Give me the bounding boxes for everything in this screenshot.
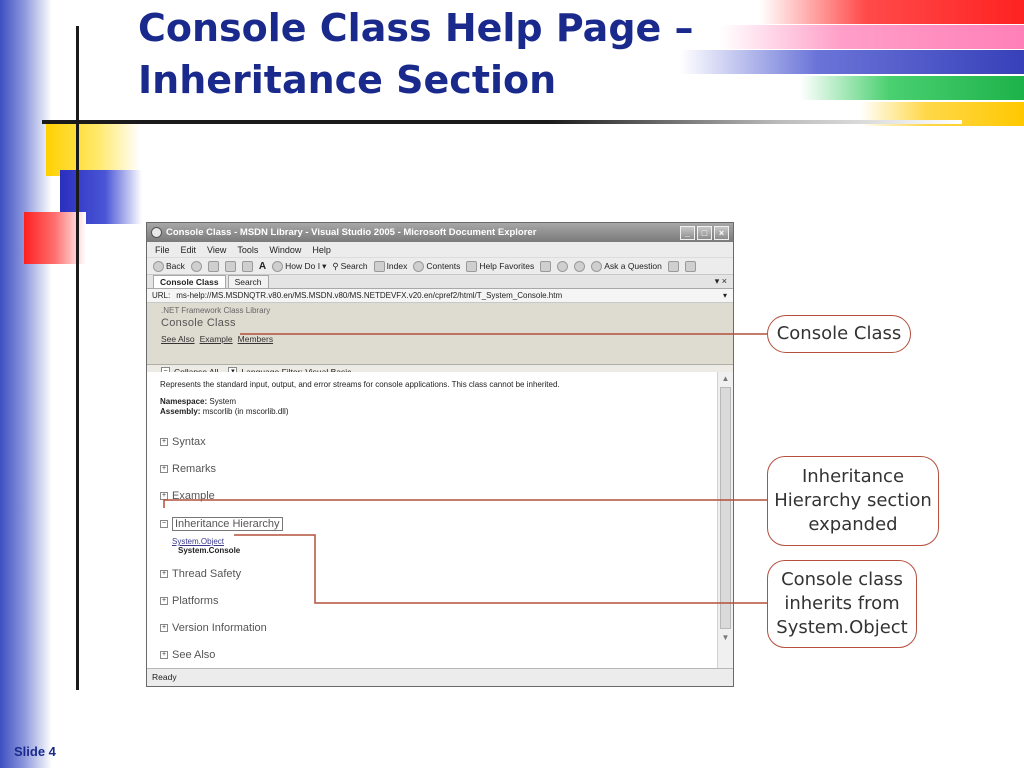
expand-icon: + xyxy=(161,492,167,499)
app-icon xyxy=(151,227,162,238)
inheritance-list xyxy=(160,537,719,555)
back-arrow-icon xyxy=(153,261,164,272)
namespace-value: System xyxy=(209,397,237,406)
scroll-thumb[interactable] xyxy=(720,387,731,629)
expand-icon: + xyxy=(161,651,167,658)
toolbar xyxy=(147,257,733,275)
help-favorites-button[interactable] xyxy=(466,261,534,272)
callout-inherits-text xyxy=(776,568,907,640)
status-bar: Ready xyxy=(147,668,733,686)
callout-inheritance-expanded xyxy=(767,456,939,546)
section-platforms-label: Platforms xyxy=(172,595,219,607)
callout-inheritance-text xyxy=(774,465,932,537)
menu-help[interactable]: Help xyxy=(312,244,331,255)
stop-icon[interactable] xyxy=(208,261,219,272)
font-size-button[interactable] xyxy=(259,261,266,272)
previous-topic-icon[interactable] xyxy=(557,261,568,272)
members-link[interactable]: Members xyxy=(237,334,274,344)
menu-file[interactable]: File xyxy=(155,244,170,255)
back-button[interactable] xyxy=(153,261,185,272)
sync-icon[interactable] xyxy=(540,261,551,272)
window-titlebar xyxy=(147,223,733,242)
font-size-icon: A xyxy=(258,260,267,272)
menu-edit[interactable]: Edit xyxy=(180,244,197,255)
collapse-icon: − xyxy=(161,520,167,527)
example-link[interactable]: Example xyxy=(199,334,233,344)
expand-icon: + xyxy=(161,597,167,604)
contents-button[interactable] xyxy=(413,261,460,272)
slide-title: Console Class Help Page – Inheritance Section xyxy=(138,6,694,102)
system-console-item: System.Console xyxy=(178,546,241,555)
tab-search[interactable]: Search xyxy=(228,275,269,288)
section-inheritance-label: Inheritance Hierarchy xyxy=(172,517,283,531)
contents-label: Contents xyxy=(426,261,461,271)
next-topic-icon[interactable] xyxy=(574,261,585,272)
tab-console-class[interactable]: Console Class xyxy=(153,275,226,288)
scroll-up-icon[interactable]: ▲ xyxy=(721,374,730,383)
forward-arrow-icon[interactable] xyxy=(191,261,202,272)
scroll-down-icon[interactable]: ▼ xyxy=(721,633,730,642)
section-example-label: Example xyxy=(172,490,215,502)
section-version-label: Version Information xyxy=(172,622,267,634)
back-label: Back xyxy=(166,261,185,271)
home-icon[interactable] xyxy=(242,261,253,272)
refresh-icon[interactable] xyxy=(225,261,236,272)
dropdown-arrow-icon: ▾ xyxy=(322,260,327,271)
url-dropdown-icon[interactable]: ▾ xyxy=(722,291,727,300)
section-example[interactable] xyxy=(160,490,719,502)
search-label: Search xyxy=(340,261,368,271)
slide-left-gradient-band xyxy=(0,0,52,768)
decor-vertical-rule xyxy=(76,26,79,690)
expand-icon: + xyxy=(161,624,167,631)
index-button[interactable] xyxy=(374,261,408,272)
callout-inherits-from xyxy=(767,560,917,648)
url-input[interactable]: ms-help://MS.MSDNQTR.v80.en/MS.MSDN.v80/MS.NETDEVFX.v20.en/cpref2/html/T_System_Console.htm xyxy=(176,291,563,300)
url-bar xyxy=(147,289,733,303)
ask-question-button[interactable] xyxy=(591,261,662,272)
section-platforms[interactable] xyxy=(160,595,719,607)
add-to-favorites-icon[interactable] xyxy=(668,261,679,272)
slide-number: Slide 4 xyxy=(14,744,56,759)
callout-line: Console class xyxy=(781,569,903,590)
url-label: URL: xyxy=(152,291,171,300)
section-see-also-label: See Also xyxy=(172,649,216,661)
window-title: Console Class - MSDN Library - Visual Studio 2005 - Microsoft Document Explorer xyxy=(166,227,537,238)
menu-bar xyxy=(147,242,733,257)
tab-strip xyxy=(147,275,733,289)
document-explorer-window xyxy=(146,222,734,687)
vertical-scrollbar[interactable] xyxy=(717,372,733,668)
ask-question-label: Ask a Question xyxy=(604,261,662,271)
callout-line: inherits from xyxy=(784,593,900,614)
expand-icon: + xyxy=(161,465,167,472)
close-button[interactable]: × xyxy=(714,226,729,240)
index-icon xyxy=(374,261,385,272)
expand-icon: + xyxy=(161,438,167,445)
section-version-information[interactable] xyxy=(160,622,719,634)
section-syntax-label: Syntax xyxy=(172,436,206,448)
search-icon: ⚲ xyxy=(332,260,339,271)
section-inheritance-hierarchy[interactable] xyxy=(160,517,719,531)
library-name: .NET Framework Class Library xyxy=(161,306,271,315)
callout-line: Inheritance xyxy=(801,466,905,487)
menu-tools[interactable]: Tools xyxy=(237,244,259,255)
decor-square-yellow xyxy=(46,124,140,176)
expand-icon: + xyxy=(161,570,167,577)
section-thread-safety[interactable] xyxy=(160,568,719,580)
how-do-i-button[interactable] xyxy=(272,261,326,272)
callout-line: expanded xyxy=(808,514,898,535)
how-do-i-icon xyxy=(272,261,283,272)
ask-question-icon xyxy=(591,261,602,272)
section-remarks[interactable] xyxy=(160,463,719,475)
how-do-i-label: How Do I xyxy=(285,261,321,271)
class-description: Represents the standard input, output, and error streams for console applications. This class cannot be inherited. xyxy=(160,380,560,389)
section-thread-safety-label: Thread Safety xyxy=(172,568,242,580)
more-tools-icon[interactable] xyxy=(685,261,696,272)
topic-title: Console Class xyxy=(161,317,236,329)
decor-horizontal-rule xyxy=(42,120,962,124)
contents-icon xyxy=(413,261,424,272)
callout-console-class xyxy=(767,315,911,353)
section-syntax[interactable] xyxy=(160,436,719,448)
callout-console-class-text: Console Class xyxy=(776,323,902,344)
topic-banner xyxy=(147,303,733,365)
callout-line: Hierarchy section xyxy=(774,490,932,511)
index-label: Index xyxy=(386,261,408,271)
namespace-label: Namespace: xyxy=(160,397,208,406)
maximize-button[interactable]: □ xyxy=(697,226,712,240)
topic-content xyxy=(147,372,719,668)
tab-controls[interactable]: ▾ × xyxy=(714,276,727,286)
menu-view[interactable]: View xyxy=(207,244,227,255)
assembly-value: mscorlib (in mscorlib.dll) xyxy=(202,407,289,416)
system-object-link[interactable]: System.Object xyxy=(172,537,225,546)
topic-links xyxy=(161,334,733,344)
see-also-link[interactable]: See Also xyxy=(161,334,195,344)
help-favorites-label: Help Favorites xyxy=(479,261,535,271)
menu-window[interactable]: Window xyxy=(269,244,302,255)
callout-line: System.Object xyxy=(776,617,908,638)
minimize-button[interactable]: _ xyxy=(680,226,695,240)
assembly-label: Assembly: xyxy=(160,407,201,416)
favorites-icon xyxy=(466,261,477,272)
section-see-also[interactable] xyxy=(160,649,719,661)
namespace-block xyxy=(160,397,719,417)
section-remarks-label: Remarks xyxy=(172,463,217,475)
search-button[interactable] xyxy=(332,261,367,272)
